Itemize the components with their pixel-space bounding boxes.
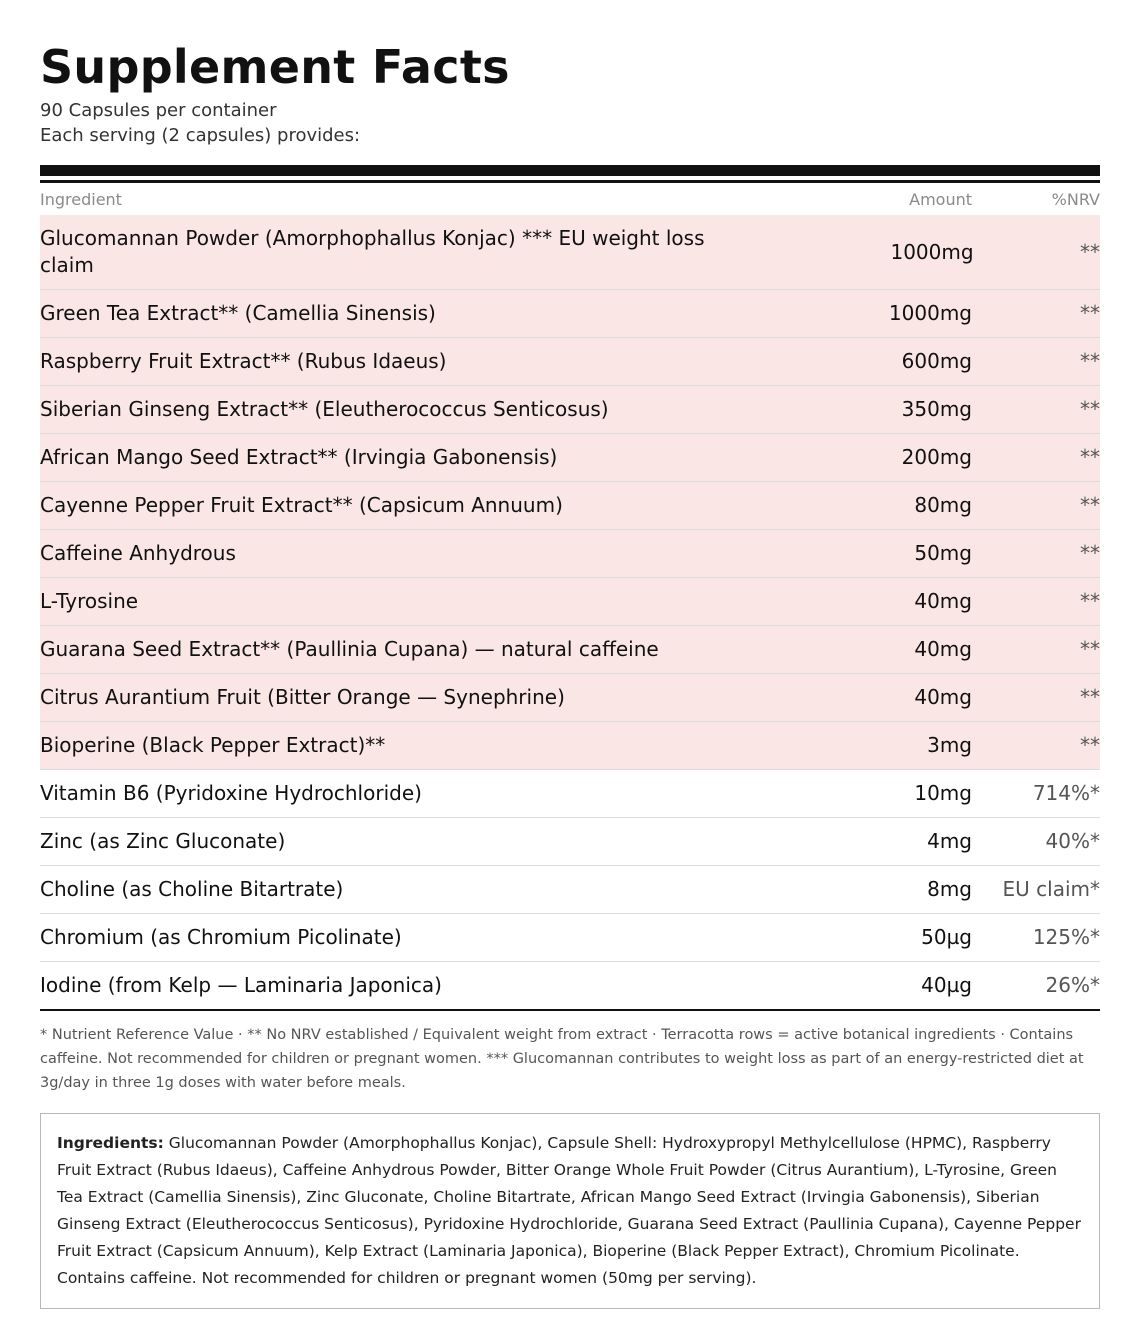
ingredient-amount: 10mg xyxy=(914,781,972,805)
ingredient-amount: 3mg xyxy=(927,733,972,757)
ingredient-amount: 4mg xyxy=(927,829,972,853)
ingredient-name: L-Tyrosine xyxy=(40,589,139,613)
table-row xyxy=(40,674,1100,722)
ingredient-table xyxy=(40,215,1100,1010)
page-title: Supplement Facts xyxy=(40,40,510,94)
ingredients-text: Glucomannan Powder (Amorphophallus Konjac), Capsule Shell: Hydroxypropyl Methylcellulose (HPMC), Raspberry Fruit Extract (Rubus Idaeus), Caffeine Anhydrous Powder, Bitter Orange Whole Fruit Powder (Citrus Aurantium), L-Tyrosine, Green Tea Extract (Camellia Sinensis), Zinc Gluconate, Choline Bitartrate, African Mango Seed Extract (Irvingia Gabonensis), Siberian Ginseng Extract (Eleutherococcus Senticosus), Pyridoxine Hydrochloride, Guarana Seed Extract (Paullinia Cupana), Cayenne Pepper Fruit Extract (Capsicum Annuum), Kelp Extract (Laminaria Japonica), Bioperine (Black Pepper Extract), Chromium Picolinate. Contains caffeine. Not recommended for children or pregnant women (50mg per serving). xyxy=(57,1134,1081,1287)
ingredient-amount: 1000mg xyxy=(890,239,974,264)
ingredient-amount: 50mg xyxy=(914,541,972,565)
table-row xyxy=(40,818,1100,866)
table-row xyxy=(40,626,1100,674)
ingredient-nrv: 26%* xyxy=(1045,973,1100,997)
ingredient-amount: 80mg xyxy=(914,493,972,517)
ingredient-name: Siberian Ginseng Extract** (Eleutherococcus Senticosus) xyxy=(40,397,609,421)
ingredient-name: Citrus Aurantium Fruit (Bitter Orange — Synephrine) xyxy=(40,685,565,709)
ingredient-nrv: ** xyxy=(1080,301,1100,325)
column-header-ingredient: Ingredient xyxy=(40,189,122,209)
ingredient-nrv: ** xyxy=(1080,349,1100,373)
table-row xyxy=(40,290,1100,338)
ingredient-name: Green Tea Extract** (Camellia Sinensis) xyxy=(40,301,436,325)
ingredient-nrv: 125%* xyxy=(1032,925,1100,949)
ingredient-amount: 50µg xyxy=(921,925,972,949)
ingredient-nrv: ** xyxy=(1080,239,1100,264)
ingredient-name: Bioperine (Black Pepper Extract)** xyxy=(40,733,386,757)
table-row xyxy=(40,770,1100,818)
table-row xyxy=(40,962,1100,1010)
ingredient-name: Vitamin B6 (Pyridoxine Hydrochloride) xyxy=(40,781,422,805)
ingredient-nrv: ** xyxy=(1080,397,1100,421)
ingredient-amount: 40µg xyxy=(921,973,972,997)
ingredient-amount: 40mg xyxy=(914,589,972,613)
table-row xyxy=(40,338,1100,386)
ingredient-amount: 200mg xyxy=(901,445,972,469)
ingredient-name: Raspberry Fruit Extract** (Rubus Idaeus) xyxy=(40,349,447,373)
ingredient-amount: 40mg xyxy=(914,637,972,661)
ingredient-amount: 8mg xyxy=(927,877,972,901)
ingredient-nrv: ** xyxy=(1080,589,1100,613)
table-row xyxy=(40,434,1100,482)
table-row xyxy=(40,215,1100,290)
ingredient-amount: 40mg xyxy=(914,685,972,709)
serving-note: Each serving (2 capsules) provides: xyxy=(40,125,361,146)
ingredient-name: Zinc (as Zinc Gluconate) xyxy=(40,829,286,853)
ingredient-name: Chromium (as Chromium Picolinate) xyxy=(40,925,402,949)
table-row xyxy=(40,578,1100,626)
ingredient-nrv: ** xyxy=(1080,685,1100,709)
ingredient-nrv: EU claim* xyxy=(1002,877,1100,901)
ingredient-nrv: 40%* xyxy=(1045,829,1100,853)
ingredient-name: Glucomannan Powder (Amorphophallus Konjac) *** EU weight loss claim xyxy=(40,226,705,277)
column-header-nrv: %NRV xyxy=(1051,189,1100,209)
table-header xyxy=(40,183,1100,215)
ingredient-nrv: ** xyxy=(1080,445,1100,469)
capsules-per-container: 90 Capsules per container xyxy=(40,100,277,121)
ingredient-amount: 1000mg xyxy=(888,301,972,325)
ingredients-label: Ingredients: xyxy=(57,1134,164,1152)
table-row xyxy=(40,482,1100,530)
ingredient-name: Caffeine Anhydrous xyxy=(40,541,236,565)
ingredient-amount: 600mg xyxy=(901,349,972,373)
ingredient-name: Iodine (from Kelp — Laminaria Japonica) xyxy=(40,973,442,997)
table-row xyxy=(40,530,1100,578)
footnote: * Nutrient Reference Value · ** No NRV established / Equivalent weight from extract · Terracotta rows = active botanical ingredients · Contains caffeine. Not recommended for children or pregnant women. *** Glucomannan contributes to weight loss as part of an energy-restricted diet at 3g/day in three 1g doses with water before meals. xyxy=(40,1027,1084,1091)
ingredients-box xyxy=(40,1113,1100,1309)
ingredient-amount: 350mg xyxy=(901,397,972,421)
ingredient-nrv: ** xyxy=(1080,541,1100,565)
ingredient-nrv: ** xyxy=(1080,733,1100,757)
ingredient-name: African Mango Seed Extract** (Irvingia Gabonensis) xyxy=(40,445,558,469)
table-bottom-rule xyxy=(40,1009,1100,1011)
ingredient-name: Cayenne Pepper Fruit Extract** (Capsicum Annuum) xyxy=(40,493,563,517)
table-row xyxy=(40,386,1100,434)
table-row xyxy=(40,914,1100,962)
column-header-amount: Amount xyxy=(909,189,972,209)
ingredient-nrv: ** xyxy=(1080,493,1100,517)
ingredient-name: Guarana Seed Extract** (Paullinia Cupana) — natural caffeine xyxy=(40,637,659,661)
table-row xyxy=(40,866,1100,914)
ingredient-nrv: ** xyxy=(1080,637,1100,661)
table-row xyxy=(40,722,1100,770)
thick-divider xyxy=(40,165,1100,176)
ingredient-nrv: 714%* xyxy=(1032,781,1100,805)
ingredient-name: Choline (as Choline Bitartrate) xyxy=(40,877,344,901)
